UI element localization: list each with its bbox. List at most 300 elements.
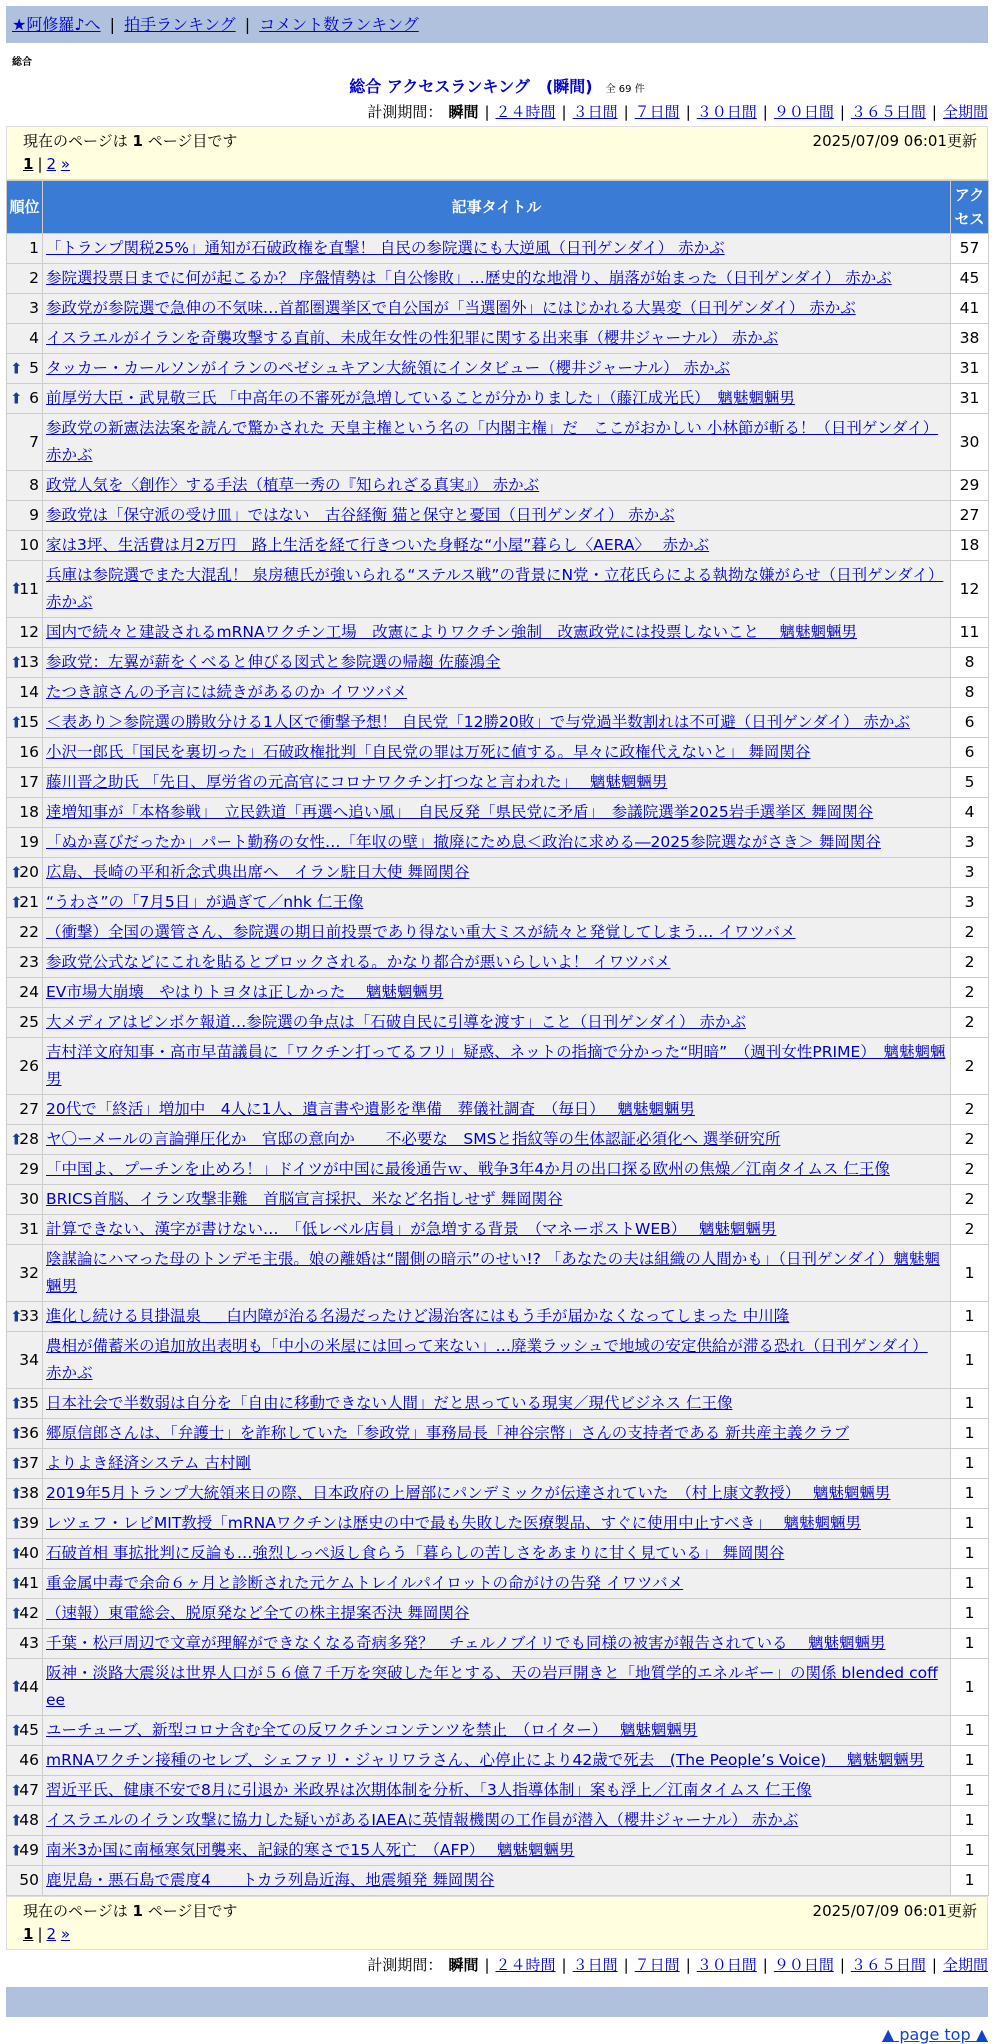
article-link[interactable]: 千葉・松戸周辺で文章が理解ができなくなる奇病多発？ チェルノブイリでも同様の被害が報告されている 魑魅魍魎男 (46, 1634, 886, 1652)
table-row (7, 978, 989, 1008)
access-count: 1 (951, 1716, 989, 1746)
period-label: 計測期間： (367, 1956, 443, 1974)
rank-up-arrow-icon: ⬆ (10, 1544, 23, 1562)
period-separator: | (762, 103, 768, 121)
total-count: 全 69 件 (605, 84, 645, 95)
table-row (7, 888, 989, 918)
article-link[interactable]: 参政党：左翼が薪をくべると伸びる図式と参院選の帰趨 佐藤鴻全 (46, 653, 501, 671)
article-link[interactable]: 大メディアはピンボケ報道…参院選の争点は「石破自民に引導を渡す」こと（日刊ゲンダイ） 赤かぶ (46, 1013, 746, 1031)
rank-number: 28 (19, 1130, 39, 1148)
top-period-option-4[interactable]: ９０日間 (773, 103, 834, 121)
period-separator: | (561, 1956, 567, 1974)
table-row (7, 1302, 989, 1332)
rank-cell (7, 1332, 43, 1389)
access-count: 1 (951, 1389, 989, 1419)
applause-ranking-link[interactable]: 拍手ランキング (124, 15, 236, 34)
article-link[interactable]: 政党人気を〈創作〉する手法（植草一秀の『知られざる真実』） 赤かぶ (46, 476, 540, 494)
pager-page-current: 1 (23, 1925, 34, 1943)
access-count: 1 (951, 1866, 989, 1896)
table-row (7, 561, 989, 618)
rank-up-arrow-icon: ⬆ (10, 579, 23, 598)
rank-cell (7, 531, 43, 561)
pager-bottom (6, 1896, 988, 1950)
table-row (7, 234, 989, 264)
article-link[interactable]: ヤ〇ーメールの言論弾圧化か 官邸の意向か 不必要な SMSと指紋等の生体認証必須化へ 選挙研究所 (46, 1130, 781, 1148)
access-count: 2 (951, 978, 989, 1008)
rank-cell (7, 1008, 43, 1038)
article-link[interactable]: 小沢一郎氏「国民を裏切った」石破政権批判「自民党の罪は万死に値する。早々に政権代えないと」 舞岡関谷 (46, 743, 811, 761)
table-row (7, 678, 989, 708)
rank-cell (7, 1866, 43, 1896)
site-link[interactable]: ★阿修羅♪へ (12, 15, 101, 34)
rank-up-arrow-icon: ⬆ (10, 1721, 23, 1739)
article-link[interactable]: イスラエルがイランを奇襲攻撃する直前、未成年女性の性犯罪に関する出来事（櫻井ジャーナル） 赤かぶ (46, 329, 779, 347)
title-cell (43, 1599, 951, 1629)
top-nav-bar (6, 6, 988, 43)
article-link[interactable]: 2019年5月トランプ大統領来日の際、日本政府の上層部にパンデミックが伝達されていた （村上康文教授） 魑魅魍魎男 (46, 1484, 891, 1502)
rank-number: 24 (19, 983, 39, 1001)
rank-number: 5 (29, 359, 39, 377)
top-period-option-2[interactable]: ７日間 (634, 103, 680, 121)
rank-number: 31 (19, 1220, 39, 1238)
article-link[interactable]: イスラエルのイラン攻撃に協力した疑いがあるIAEAに英情報機関の工作員が潜入（櫻井ジャーナル） 赤かぶ (46, 1811, 799, 1829)
table-row (7, 264, 989, 294)
current-page-number: 1 (132, 1902, 143, 1920)
rank-cell (7, 948, 43, 978)
access-count: 1 (951, 1332, 989, 1389)
bottom-period-option-1[interactable]: ３日間 (572, 1956, 618, 1974)
article-link[interactable]: 「中国よ、プーチンを止めろ！」ドイツが中国に最後通告ｗ、戦争3年4か月の出口探る欧州の焦燥／江南タイムス 仁王像 (46, 1160, 890, 1178)
title-cell (43, 648, 951, 678)
current-page-post: ページ目です (147, 1902, 238, 1920)
table-row (7, 1509, 989, 1539)
title-cell (43, 1332, 951, 1389)
table-row (7, 1245, 989, 1302)
title-cell (43, 531, 951, 561)
rank-up-arrow-icon: ⬆ (10, 1307, 23, 1325)
access-count: 2 (951, 1125, 989, 1155)
rank-number: 50 (19, 1871, 39, 1889)
article-link[interactable]: 達増知事が「本格参戦」 立民鉄道「再選へ追い風」 自民反発「県民党に矛盾」 参議院選挙2025岩手選挙区 舞岡関谷 (46, 803, 874, 821)
pager-status-row (23, 129, 977, 153)
access-count: 1 (951, 1479, 989, 1509)
article-link[interactable]: 参院選投票日までに何が起こるか？ 序盤情勢は「自公惨敗」…歴史的な地滑り、崩落が始まった（日刊ゲンダイ） 赤かぶ (46, 269, 892, 287)
article-link[interactable]: 郷原信郎さんは、「弁護士」を詐称していた「参政党」事務局長「神谷宗幣」さんの支持者である 新共産主義クラブ (46, 1424, 850, 1442)
rank-number: 9 (29, 506, 39, 524)
article-link[interactable]: 国内で続々と建設されるmRNAワクチン工場 改憲によりワクチン強制 改憲政党には投票しないこと 魑魅魍魎男 (46, 623, 857, 641)
table-row (7, 414, 989, 471)
title-cell (43, 1125, 951, 1155)
rank-up-arrow-icon: ⬆ (10, 1574, 23, 1592)
rank-number: 6 (29, 389, 39, 407)
access-count: 8 (951, 678, 989, 708)
title-cell (43, 1746, 951, 1776)
rank-number: 48 (19, 1811, 39, 1829)
article-link[interactable]: 習近平氏、健康不安で8月に引退か 米政界は次期体制を分析、「3人指導体制」案も浮上／江南タイムス 仁王像 (46, 1781, 812, 1799)
bottom-period-option-4[interactable]: ９０日間 (773, 1956, 834, 1974)
article-link[interactable]: 石破首相 事拡批判に反論も…強烈しっぺ返し食らう「暮らしの苦しさをあまりに甘く見ている」 舞岡関谷 (46, 1544, 785, 1562)
access-count: 38 (951, 324, 989, 354)
access-count: 11 (951, 618, 989, 648)
current-page-pre: 現在のページは (23, 1902, 128, 1920)
rank-up-arrow-icon: ⬆ (10, 893, 23, 911)
top-period-option-5[interactable]: ３６５日間 (850, 103, 926, 121)
article-link[interactable]: mRNAワクチン接種のセレブ、シェファリ・ジャリワラさん、心停止により42歳で死去 (The People’s Voice) 魑魅魍魎男 (46, 1751, 925, 1769)
article-link[interactable]: 藤川晋之助氏 「先日、厚労省の元高官にコロナワクチン打つなと言われた」 魑魅魍魎男 (46, 773, 668, 791)
access-count: 3 (951, 888, 989, 918)
title-cell (43, 678, 951, 708)
article-link[interactable]: BRICS首脳、イラン攻撃非難 首脳宣言採択、米など名指しせず 舞岡関谷 (46, 1190, 563, 1208)
table-row (7, 1716, 989, 1746)
rank-number: 25 (19, 1013, 39, 1031)
access-count: 1 (951, 1419, 989, 1449)
period-separator: | (762, 1956, 768, 1974)
rank-cell (7, 738, 43, 768)
title-cell (43, 1659, 951, 1716)
rank-up-arrow-icon: ⬆ (10, 1424, 23, 1442)
header-rank: 順位 (7, 181, 43, 234)
rank-number: 15 (19, 713, 39, 731)
title-cell (43, 234, 951, 264)
period-separator: | (484, 103, 490, 121)
rank-cell (7, 1509, 43, 1539)
bottom-period-option-6[interactable]: 全期間 (942, 1956, 988, 1974)
access-count: 2 (951, 918, 989, 948)
top-period-option-1[interactable]: ３日間 (572, 103, 618, 121)
table-row (7, 501, 989, 531)
access-count: 1 (951, 1302, 989, 1332)
rank-cell (7, 978, 43, 1008)
rank-number: 23 (19, 953, 39, 971)
pager-page-current: 1 (23, 155, 34, 173)
article-link[interactable]: （衝撃）全国の選管さん、参院選の期日前投票であり得ない重大ミスが続々と発覚してしまう… イワツバメ (46, 923, 796, 941)
period-label: 計測期間： (367, 103, 443, 121)
access-count: 6 (951, 708, 989, 738)
rank-cell (7, 1125, 43, 1155)
rank-number: 47 (19, 1781, 39, 1799)
access-count: 2 (951, 1185, 989, 1215)
rank-up-arrow-icon: ⬆ (10, 1677, 23, 1696)
article-link[interactable]: たつき諒さんの予言には続きがあるのか イワツバメ (46, 683, 408, 701)
table-row (7, 948, 989, 978)
table-row (7, 471, 989, 501)
article-link[interactable]: 参政党が参院選で急伸の不気味…首都圏選挙区で自公国が「当選圏外」にはじかれる大異変（日刊ゲンダイ） 赤かぶ (46, 299, 856, 317)
title-cell (43, 1866, 951, 1896)
page-title: 総合 アクセスランキング (瞬間) (349, 77, 593, 96)
page-top-area (6, 2025, 988, 2044)
title-cell (43, 888, 951, 918)
table-header-row (7, 181, 989, 234)
pager-next[interactable]: » (60, 155, 71, 173)
article-link[interactable]: ユーチューブ、新型コロナ含む全ての反ワクチンコンテンツを禁止 （ロイター） 魑魅魍魎男 (46, 1721, 698, 1739)
table-row (7, 1539, 989, 1569)
title-cell (43, 561, 951, 618)
rank-number: 17 (19, 773, 39, 791)
access-count: 2 (951, 1095, 989, 1125)
rank-cell (7, 414, 43, 471)
rank-cell (7, 294, 43, 324)
rank-up-arrow-icon: ⬆ (10, 1454, 23, 1472)
nav-separator: | (109, 15, 116, 34)
title-cell (43, 918, 951, 948)
title-cell (43, 1479, 951, 1509)
rank-up-arrow-icon: ⬆ (10, 713, 23, 731)
title-cell (43, 1629, 951, 1659)
article-link[interactable]: 家は3坪、生活費は月2万円 路上生活を経て行きついた身軽な“小屋”暮らし〈AERA〉 赤かぶ (46, 536, 710, 554)
title-cell (43, 1155, 951, 1185)
pager-separator: | (37, 155, 43, 173)
article-link[interactable]: 鹿児島・悪石島で震度4 トカラ列島近海、地震頻発 舞岡関谷 (46, 1871, 495, 1889)
rank-up-arrow-icon: ⬆ (10, 389, 23, 407)
rank-cell (7, 1629, 43, 1659)
rank-cell (7, 561, 43, 618)
title-cell (43, 1245, 951, 1302)
title-cell (43, 1539, 951, 1569)
period-current: 瞬間 (448, 103, 479, 121)
current-page-text (23, 129, 237, 153)
rank-cell (7, 1806, 43, 1836)
top-period-option-3[interactable]: ３０日間 (696, 103, 757, 121)
rank-number: 35 (19, 1394, 39, 1412)
pager-page-2[interactable]: 2 (46, 1925, 57, 1943)
rank-cell (7, 1539, 43, 1569)
access-count: 8 (951, 648, 989, 678)
access-count: 1 (951, 1569, 989, 1599)
title-cell (43, 1008, 951, 1038)
article-link[interactable]: 広島、長崎の平和祈念式典出席へ イラン駐日大使 舞岡関谷 (46, 863, 470, 881)
article-link[interactable]: レツェフ・レビMIT教授「mRNAワクチンは歴史の中で最も失敗した医療製品、すぐに使用中止すべき」 魑魅魍魎男 (46, 1514, 861, 1532)
table-row (7, 1866, 989, 1896)
title-cell (43, 354, 951, 384)
rank-number: 40 (19, 1544, 39, 1562)
article-link[interactable]: 農相が備蓄米の追加放出表明も「中小の米屋には回って来ない」…廃業ラッシュで地域の安定供給が滞る恐れ（日刊ゲンダイ） 赤かぶ (46, 1337, 928, 1382)
period-separator: | (623, 1956, 629, 1974)
top-period-option-6[interactable]: 全期間 (942, 103, 988, 121)
period-separator: | (685, 103, 691, 121)
article-link[interactable]: 日本社会で半数弱は自分を「自由に移動できない人間」だと思っている現実／現代ビジネス 仁王像 (46, 1394, 733, 1412)
rank-cell (7, 858, 43, 888)
title-cell (43, 1449, 951, 1479)
access-count: 1 (951, 1836, 989, 1866)
article-link[interactable]: EV市場大崩壊 やはりトヨタは正しかった 魑魅魍魎男 (46, 983, 444, 1001)
period-selector-top (6, 101, 988, 122)
article-link[interactable]: 重金属中毒で余命６ヶ月と診断された元ケムトレイルパイロットの命がけの告発 イワツバメ (46, 1574, 684, 1592)
rank-cell (7, 1776, 43, 1806)
rank-cell (7, 768, 43, 798)
period-separator: | (623, 103, 629, 121)
access-count: 2 (951, 1155, 989, 1185)
rank-cell (7, 1599, 43, 1629)
article-link[interactable]: 参政党の新憲法法案を読んで驚かされた 天皇主権という名の「内閣主権」だ ここがおかしい 小林節が斬る！（日刊ゲンダイ） 赤かぶ (46, 419, 939, 464)
table-row (7, 798, 989, 828)
table-row (7, 1419, 989, 1449)
article-link[interactable]: ＜表あり＞参院選の勝敗分ける1人区で衝撃予想！ 自民党「12勝20敗」で与党過半数割れは不可避（日刊ゲンダイ） 赤かぶ (46, 713, 910, 731)
period-separator: | (561, 103, 567, 121)
rank-number: 36 (19, 1424, 39, 1442)
table-row (7, 768, 989, 798)
table-row (7, 1629, 989, 1659)
title-cell (43, 384, 951, 414)
article-link[interactable]: 陰謀論にハマった母のトンデモ主張。娘の離婚は“闇側の暗示”のせい!? 「あなたの夫は組織の人間かも」（日刊ゲンダイ）魑魅魍魎男 (46, 1250, 940, 1295)
rank-cell (7, 1389, 43, 1419)
bottom-period-option-5[interactable]: ３６５日間 (850, 1956, 926, 1974)
article-link[interactable]: 南米3か国に南極寒気団襲来、記録的寒さで15人死亡 （AFP） 魑魅魍魎男 (46, 1841, 575, 1859)
rank-cell (7, 1038, 43, 1095)
rank-number: 19 (19, 833, 39, 851)
title-cell (43, 1185, 951, 1215)
table-row (7, 708, 989, 738)
pager-top (6, 126, 988, 180)
rank-number: 44 (19, 1677, 39, 1696)
rank-up-arrow-icon: ⬆ (10, 1130, 23, 1148)
table-row (7, 1659, 989, 1716)
access-count: 1 (951, 1746, 989, 1776)
article-link[interactable]: （速報）東電総会、脱原発など全ての株主提案否決 舞岡関谷 (46, 1604, 470, 1622)
article-link[interactable]: 計算できない、漢字が書けない… 「低レベル店員」が急増する背景 （マネーポストWEB） 魑魅魍魎男 (46, 1220, 777, 1238)
rank-number: 37 (19, 1454, 39, 1472)
article-link[interactable]: 参政党公式などにこれを貼るとブロックされる。かなり都合が悪いらしいよ！ イワツバメ (46, 953, 671, 971)
rank-up-arrow-icon: ⬆ (10, 1514, 23, 1532)
access-count: 6 (951, 738, 989, 768)
pager-page-2[interactable]: 2 (46, 155, 57, 173)
rank-cell (7, 324, 43, 354)
pager-status-row (23, 1899, 977, 1923)
table-row (7, 918, 989, 948)
access-count: 1 (951, 1509, 989, 1539)
article-link[interactable]: 吉村洋文府知事・高市早苗議員に「ワクチン打ってるフリ」疑惑、ネットの指摘で分かった“明暗” （週刊女性PRIME） 魑魅魍魎男 (46, 1043, 946, 1088)
rank-number: 20 (19, 863, 39, 881)
rank-cell (7, 1746, 43, 1776)
rank-number: 14 (19, 683, 39, 701)
article-link[interactable]: タッカー・カールソンがイランのペゼシュキアン大統領にインタビュー（櫻井ジャーナル） 赤かぶ (46, 359, 730, 377)
rank-up-arrow-icon: ⬆ (10, 1811, 23, 1829)
header-access: アクセス (951, 181, 989, 234)
current-page-pre: 現在のページは (23, 132, 128, 150)
rank-number: 42 (19, 1604, 39, 1622)
access-count: 1 (951, 1629, 989, 1659)
title-cell (43, 828, 951, 858)
table-row (7, 1806, 989, 1836)
rank-number: 32 (19, 1263, 39, 1282)
article-link[interactable]: 「トランプ関税25%」通知が石破政権を直撃！ 自民の参院選にも大逆風（日刊ゲンダイ） 赤かぶ (46, 239, 725, 257)
access-count: 1 (951, 1659, 989, 1716)
article-link[interactable]: 進化し続ける貝掛温泉 ＿ 白内障が治る名湯だったけど湯治客にはもう手が届かなくなってしまった 中川隆 (46, 1307, 790, 1325)
period-separator: | (839, 1956, 845, 1974)
pager-next[interactable]: » (60, 1925, 71, 1943)
rank-number: 8 (29, 476, 39, 494)
article-link[interactable]: 兵庫は参院選でまた大混乱！ 泉房穂氏が強いられる“ステルス戦”の背景にN党・立花氏らによる執拗な嫌がらせ（日刊ゲンダイ） 赤かぶ (46, 566, 944, 611)
table-row (7, 384, 989, 414)
article-link[interactable]: 前厚労大臣・武見敬三氏 「中高年の不審死が急増していることが分かりました」（藤江成光氏） 魑魅魍魎男 (46, 389, 795, 407)
table-row (7, 738, 989, 768)
rank-cell (7, 501, 43, 531)
rank-cell (7, 1449, 43, 1479)
title-cell (43, 501, 951, 531)
title-cell (43, 1509, 951, 1539)
rank-cell (7, 1659, 43, 1716)
title-cell (43, 471, 951, 501)
rank-number: 12 (19, 623, 39, 641)
top-period-option-0[interactable]: ２４時間 (495, 103, 556, 121)
table-row (7, 531, 989, 561)
article-link[interactable]: 阪神・淡路大震災は世界人口が５６億７千万を突破した年とする、天の岩戸開きと「地質学的エネルギー」の関係 blended coffee (46, 1664, 938, 1709)
rank-number: 4 (29, 329, 39, 347)
article-link[interactable]: 参政党は「保守派の受け皿」ではない 古谷経衡 猫と保守と憂国（日刊ゲンダイ） 赤かぶ (46, 506, 675, 524)
access-count: 1 (951, 1599, 989, 1629)
rank-number: 39 (19, 1514, 39, 1532)
rank-cell (7, 471, 43, 501)
bottom-period-option-2[interactable]: ７日間 (634, 1956, 680, 1974)
rank-cell (7, 1419, 43, 1449)
article-link[interactable]: 「ぬか喜びだったか」パート勤務の女性…「年収の壁」撤廃にため息＜政治に求める―2025参院選ながさき＞ 舞岡関谷 (46, 833, 881, 851)
table-row (7, 324, 989, 354)
rank-number: 34 (19, 1350, 39, 1369)
rank-number: 29 (19, 1160, 39, 1178)
rank-number: 38 (19, 1484, 39, 1502)
rank-cell (7, 354, 43, 384)
comment-ranking-link[interactable]: コメント数ランキング (259, 15, 419, 34)
current-page-text (23, 1899, 237, 1923)
title-cell (43, 858, 951, 888)
rank-number: 46 (19, 1751, 39, 1769)
access-count: 1 (951, 1776, 989, 1806)
access-count: 27 (951, 501, 989, 531)
article-link[interactable]: “うわさ”の「7月5日」が過ぎて／nhk 仁王像 (46, 893, 364, 911)
table-row (7, 1095, 989, 1125)
updated-timestamp: 2025/07/09 06:01更新 (812, 1902, 977, 1920)
pager-separator: | (37, 1925, 43, 1943)
table-row (7, 1332, 989, 1389)
title-cell (43, 1419, 951, 1449)
page-top-link[interactable]: ▲ page top ▲ (881, 2025, 988, 2044)
rank-number: 3 (29, 299, 39, 317)
rank-number: 7 (29, 432, 39, 451)
access-count: 2 (951, 1215, 989, 1245)
bottom-period-option-0[interactable]: ２４時間 (495, 1956, 556, 1974)
rank-cell (7, 828, 43, 858)
current-page-number: 1 (132, 132, 143, 150)
title-cell (43, 1302, 951, 1332)
table-row (7, 1215, 989, 1245)
rank-cell (7, 1569, 43, 1599)
article-link[interactable]: よりよき経済システム 古村剛 (46, 1454, 251, 1472)
rank-cell (7, 384, 43, 414)
rank-number: 45 (19, 1721, 39, 1739)
rank-cell (7, 1155, 43, 1185)
rank-number: 21 (19, 893, 39, 911)
title-cell (43, 1389, 951, 1419)
rank-cell (7, 1095, 43, 1125)
bottom-period-option-3[interactable]: ３０日間 (696, 1956, 757, 1974)
article-link[interactable]: 20代で「終活」増加中 4人に1人、遺言書や遺影を準備 葬儀社調査 （毎日） 魑魅魍魎男 (46, 1100, 695, 1118)
rank-number: 10 (19, 536, 39, 554)
table-row (7, 1185, 989, 1215)
table-row (7, 828, 989, 858)
nav-separator: | (244, 15, 251, 34)
title-cell (43, 324, 951, 354)
table-row (7, 1155, 989, 1185)
table-row (7, 858, 989, 888)
access-count: 2 (951, 1008, 989, 1038)
table-row (7, 294, 989, 324)
title-cell (43, 618, 951, 648)
title-cell (43, 738, 951, 768)
table-row (7, 1776, 989, 1806)
title-cell (43, 1569, 951, 1599)
table-row (7, 1038, 989, 1095)
pager-page-1 (23, 1925, 33, 1943)
table-row (7, 1836, 989, 1866)
